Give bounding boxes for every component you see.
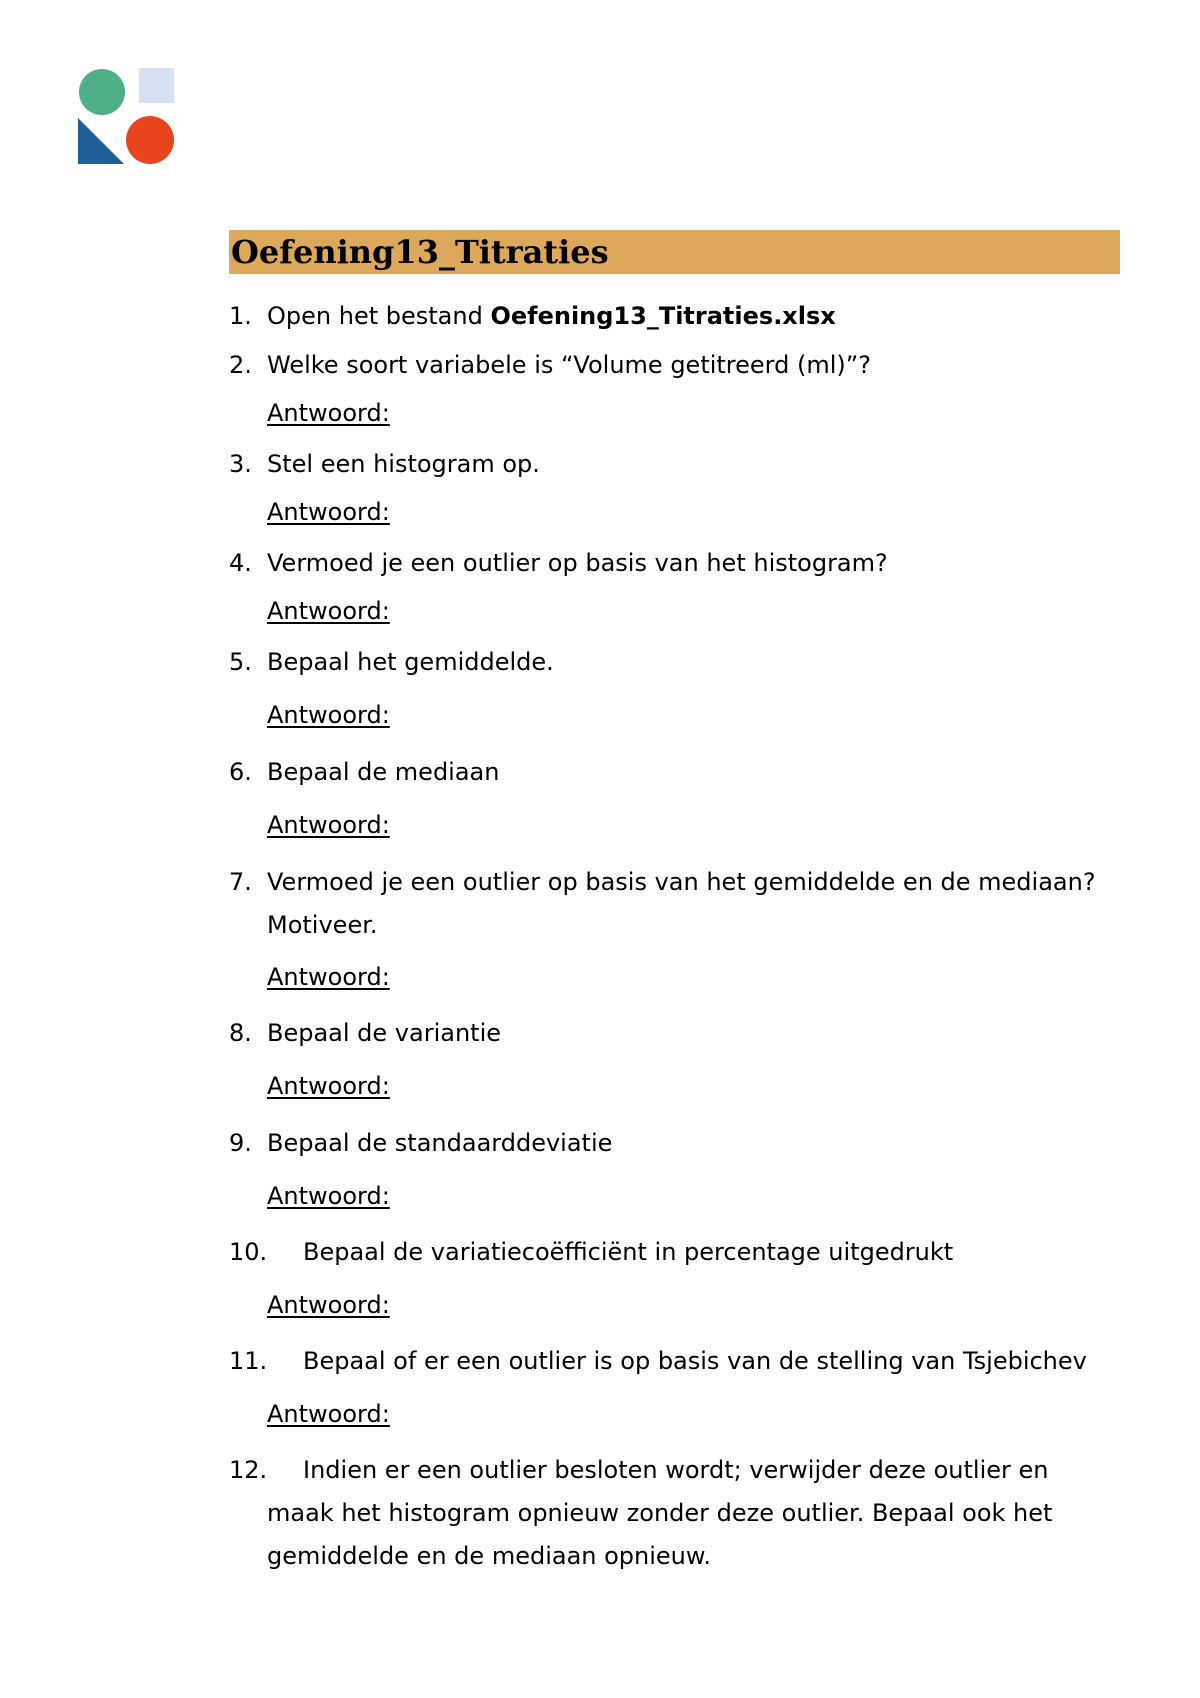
question-text: Stel een histogram op. [267,450,540,478]
question-10 [229,1231,1120,1274]
answer-label: Antwoord: [267,1400,390,1428]
question-7 [229,861,1129,947]
logo-blue-triangle [78,118,124,164]
question-number: 3. [229,450,252,478]
question-number: 4. [229,549,252,577]
question-text: Bepaal de standaarddeviatie [267,1129,613,1157]
question-text: Indien er een outlier besloten wordt; verwijder deze outlier en maak het histogram opnieuw zonder deze outlier. Bepaal ook het gemiddelde en de mediaan opnieuw. [267,1456,1053,1570]
question-text: Vermoed je een outlier op basis van het histogram? [267,549,888,577]
question-number: 9. [229,1129,252,1157]
answer-label: Antwoord: [267,1291,390,1319]
question-8 [229,1012,1120,1055]
logo-green-circle [79,69,125,115]
question-2 [229,344,1120,387]
question-number: 2. [229,351,252,379]
answer-label: Antwoord: [267,701,390,729]
question-number: 8. [229,1019,252,1047]
answer-label: Antwoord: [267,399,390,427]
question-text: Bepaal de variatiecoëfficiënt in percentage uitgedrukt [303,1238,954,1266]
question-5 [229,641,1120,684]
question-number: 1. [229,302,252,330]
answer-label: Antwoord: [267,597,390,625]
question-3 [229,443,1120,486]
question-number: 11. [229,1347,268,1375]
page-title: Oefening13_Titraties [229,230,1120,274]
logo-light-square [139,68,174,103]
question-text: Bepaal het gemiddelde. [267,648,554,676]
question-text: Bepaal de mediaan [267,758,500,786]
question-number: 10. [229,1238,268,1266]
question-9 [229,1122,1120,1165]
answer-label: Antwoord: [267,1182,390,1210]
question-number: 7. [229,868,252,896]
question-text: Vermoed je een outlier op basis van het gemiddelde en de mediaan? Motiveer. [267,868,1096,939]
question-4 [229,542,1120,585]
question-6 [229,751,1120,794]
question-text-before: Open het bestand [267,302,491,330]
logo-icon [78,68,174,164]
question-text: Welke soort variabele is “Volume getitreerd (ml)”? [267,351,871,379]
question-1 [229,295,1120,338]
answer-label: Antwoord: [267,498,390,526]
question-number: 12. [229,1456,268,1484]
question-number: 5. [229,648,252,676]
answer-label: Antwoord: [267,963,390,991]
question-text [267,295,1120,338]
answer-label: Antwoord: [267,811,390,839]
logo-red-circle [126,116,174,164]
question-number: 6. [229,758,252,786]
filename: Oefening13_Titraties.xlsx [490,302,836,330]
question-12 [229,1449,1079,1578]
question-text: Bepaal of er een outlier is op basis van de stelling van Tsjebichev [303,1347,1087,1375]
answer-label: Antwoord: [267,1072,390,1100]
question-11 [229,1340,1120,1383]
question-text: Bepaal de variantie [267,1019,502,1047]
